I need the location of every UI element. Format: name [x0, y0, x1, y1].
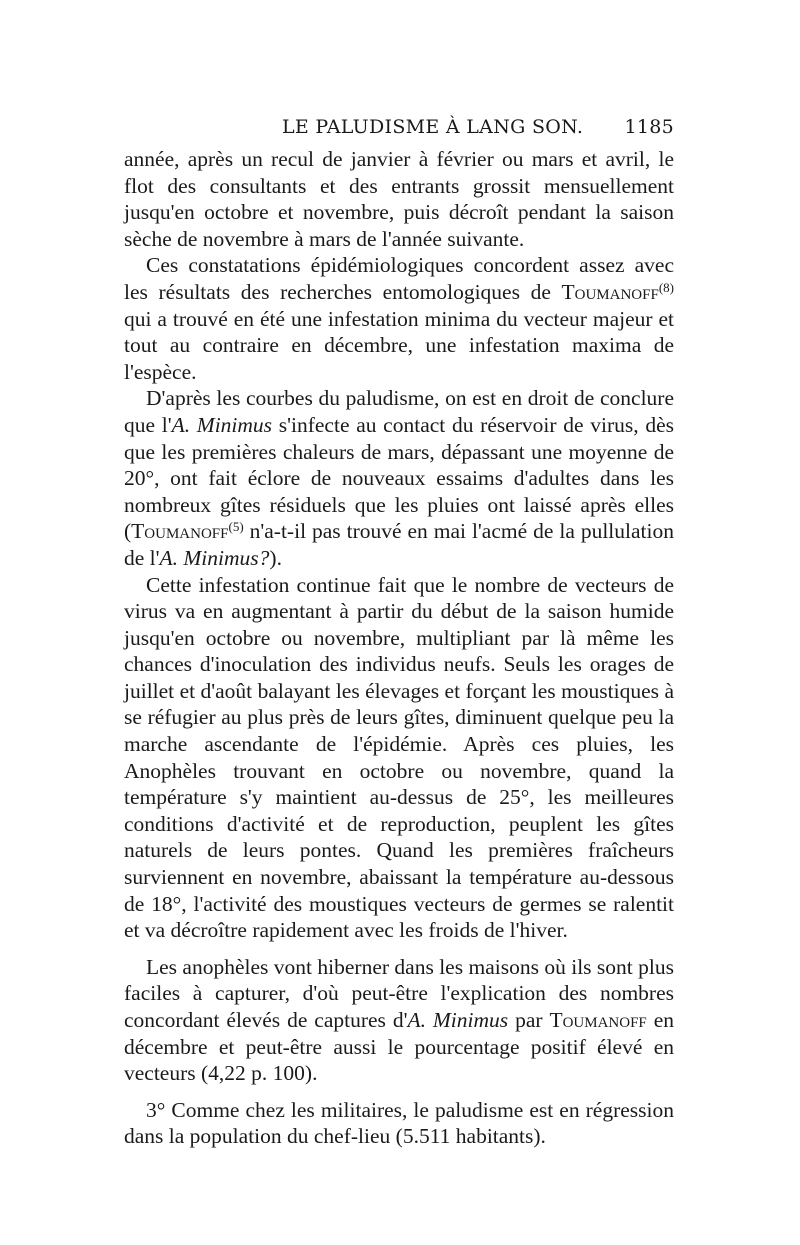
species-name: A. Minimus [407, 1008, 509, 1032]
running-head [124, 112, 674, 142]
author-name: Toumanoff [561, 279, 659, 304]
paragraph-6 [124, 1097, 674, 1150]
paragraph-5-text-c: en décembre et peut-être aussi le pourcentage positif élevé en vecteurs (4,22 p. 100). [124, 1008, 674, 1086]
paragraph-2 [124, 252, 674, 385]
paragraph-3-text-d: ). [269, 545, 282, 570]
paragraph-3-text-c: n'a-t-il pas trouvé en mai l'acmé de la pullulation de l' [124, 519, 674, 570]
author-name: Toumanoff [131, 519, 229, 544]
page-number: 1185 [624, 116, 674, 138]
paragraph-6-text: 3° Comme chez les militaires, le paludisme est en régression dans la population du chef-lieu (5.511 habitants). [124, 1097, 674, 1149]
paragraph-1 [124, 146, 674, 252]
paragraph-5-text-a: Les anophèles vont hiberner dans les maisons où ils sont plus faciles à capturer, d'où peut-être l'explication des nombres concordant élevés de captures d' [124, 954, 674, 1032]
species-name: A. Minimus [171, 412, 273, 437]
author-name: Toumanoff [549, 1008, 647, 1032]
paragraph-2-text-b: qui a trouvé en été une infestation minima du vecteur majeur et tout au contraire en décembre, une infestation maxima de l'espèce. [124, 306, 674, 384]
reference-marker: (5) [228, 519, 244, 535]
paragraph-4 [124, 572, 674, 944]
paragraph-2-text-a: Ces constatations épidémiologiques concordent assez avec les résultats des recherches entomologiques de [124, 253, 674, 304]
paragraph-5 [124, 954, 674, 1087]
paragraph-3-text-a: D'après les courbes du paludisme, on est en droit de conclure que l' [124, 386, 674, 437]
paragraph-3 [124, 385, 674, 571]
paragraph-1-text: année, après un recul de janvier à février ou mars et avril, le flot des consultants et des entrants grossit mensuellement jusqu'en octobre et novembre, puis décroît pendant la saison sèche de novembre à mars de l'année suivante. [124, 147, 674, 251]
paragraph-4-text: Cette infestation continue fait que le nombre de vecteurs de virus va en augmentant à partir du début de la saison humide jusqu'en octobre ou novembre, multipliant par là même les chances d'inoculation des individus neufs. Seuls les orages de juillet et d'août balayant les élevages et forçant les moustiques à se réfugier au plus près de leurs gîtes, diminuent quelque peu la marche ascendante de l'épidémie. Après ces pluies, les Anophèles trouvant en octobre ou novembre, quand la température s'y maintient au-dessus de 25°, les meilleures conditions d'activité et de reproduction, peuplent les gîtes naturels de leurs pontes. Quand les premières fraîcheurs surviennent en novembre, abaissant la température au-dessous de 18°, l'activité des moustiques vecteurs de germes se ralentit et va décroître rapidement avec les froids de l'hiver. [124, 572, 674, 943]
paragraph-3-text-b: s'infecte au contact du réservoir de virus, dès que les premières chaleurs de mars, dépassant une moyenne de 20°, ont fait éclore de nouveaux essaims d'adultes dans les nombreux gîtes résiduels que les pluies ont laissé après elles ( [124, 412, 675, 544]
species-name: A. Minimus? [159, 545, 270, 570]
paragraph-5-text-b: par [508, 1008, 550, 1032]
document-page [124, 112, 674, 1150]
running-title: LE PALUDISME À LANG SON. [282, 116, 584, 138]
reference-marker: (8) [658, 279, 674, 295]
body-text [124, 146, 674, 1150]
